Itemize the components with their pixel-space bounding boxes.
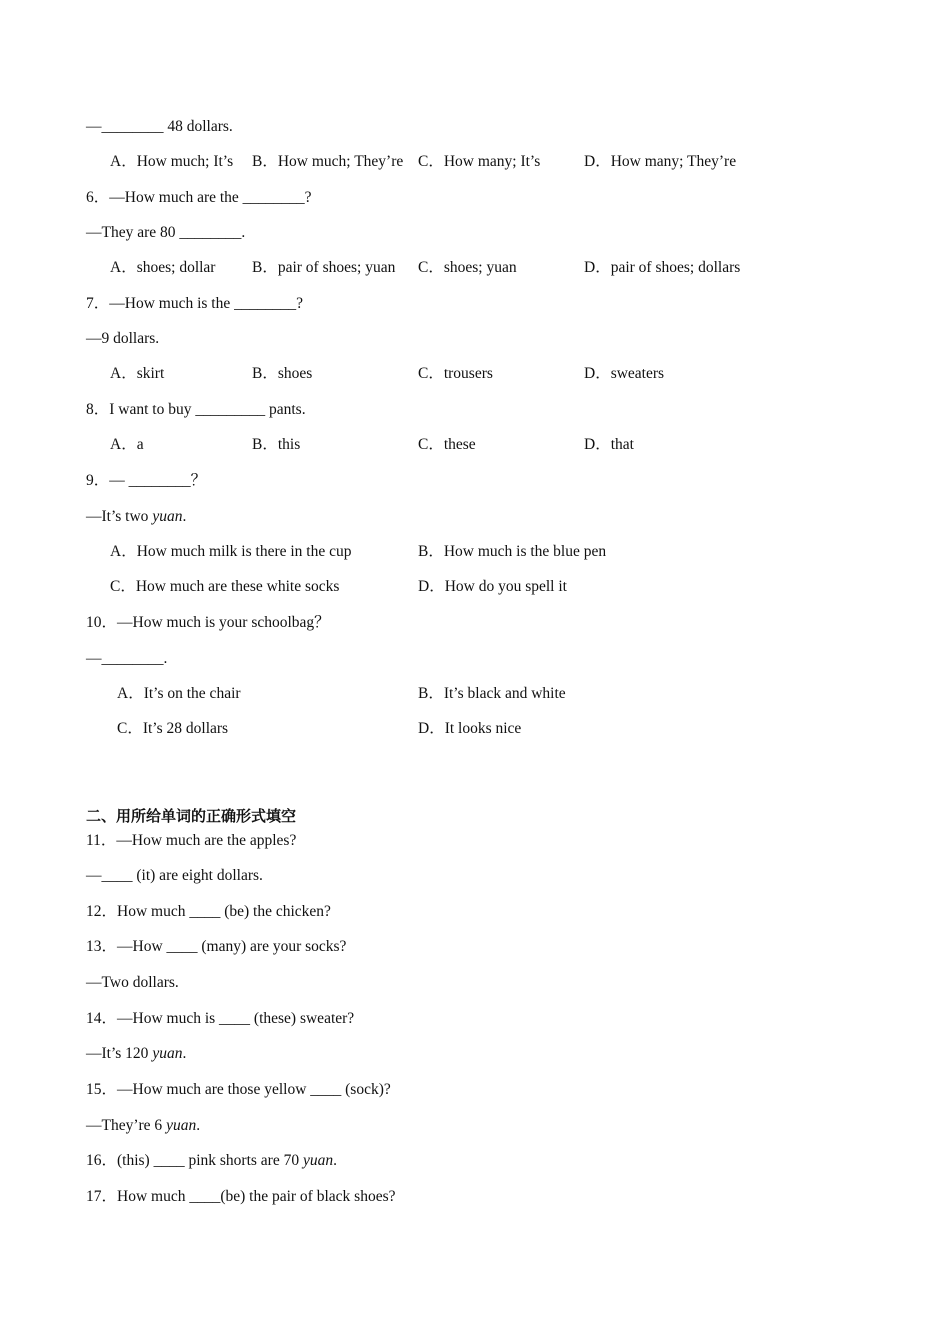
q7-option-b: B．shoes (252, 365, 313, 382)
q9-option-c: C．How much are these white socks (110, 578, 340, 595)
q11-question: 11．—How much are the apples? (86, 832, 297, 849)
q15-answer-italic: yuan (166, 1117, 197, 1134)
q7-option-c: C．trousers (418, 365, 493, 382)
q14-answer-italic: yuan (152, 1045, 183, 1062)
section-2-heading: 二、用所给单词的正确形式填空 (86, 807, 297, 825)
q7-question: 7．—How much is the ________? (86, 295, 303, 312)
q16-italic: yuan (302, 1152, 334, 1169)
q11-answer-line: —____ (it) are eight dollars. (86, 867, 263, 884)
q5-option-a: A．How much; It’s (110, 153, 234, 170)
q6-option-c: C．shoes; yuan (418, 259, 517, 276)
q8-option-b: B．this (252, 436, 301, 453)
q10-option-d: D．It looks nice (418, 720, 522, 737)
q5-answer-line: —________ 48 dollars. (86, 118, 233, 135)
q13-question: 13．—How ____ (many) are your socks? (86, 938, 347, 955)
q7-answer-line: —9 dollars. (86, 330, 160, 347)
q8-option-c: C．these (418, 436, 476, 453)
q16-prefix: 16．(this) ____ pink shorts are 70 (86, 1152, 303, 1169)
q16-suffix: . (333, 1152, 337, 1169)
q10-option-b: B．It’s black and white (418, 685, 566, 702)
q17-question: 17．How much ____(be) the pair of black shoes? (86, 1188, 396, 1205)
q14-question: 14．—How much is ____ (these) sweater? (86, 1010, 355, 1027)
q6-question: 6．—How much are the ________? (86, 189, 312, 206)
q16-question (86, 1151, 337, 1171)
q8-option-a: A．a (110, 436, 144, 453)
q9-answer-line (86, 507, 186, 527)
q9-option-a: A．How much milk is there in the cup (110, 543, 352, 560)
q6-answer-line: —They are 80 ________. (86, 224, 246, 241)
q13-answer-line: —Two dollars. (86, 974, 179, 991)
q9-question: 9．— ________？ (86, 472, 207, 489)
q15-answer-suffix: . (196, 1117, 201, 1134)
q5-option-c: C．How many; It’s (418, 153, 541, 170)
q14-answer-suffix: . (182, 1045, 187, 1062)
q9-answer-italic: yuan (152, 508, 183, 525)
q10-option-a: A．It’s on the chair (117, 685, 241, 702)
q6-option-a: A．shoes; dollar (110, 259, 216, 276)
q8-question: 8．I want to buy _________ pants. (86, 401, 306, 418)
q15-question: 15．—How much are those yellow ____ (sock)? (86, 1081, 391, 1098)
q12-question: 12．How much ____ (be) the chicken? (86, 903, 331, 920)
q7-option-a: A．skirt (110, 365, 165, 382)
q10-answer-line: —________. (86, 650, 168, 667)
q5-option-d: D．How many; They’re (584, 153, 737, 170)
q14-answer-line (86, 1044, 186, 1064)
q15-answer-prefix: —They’re 6 (86, 1117, 167, 1134)
q5-option-b: B．How much; They’re (252, 153, 404, 170)
q10-question: 10．—How much is your schoolbag？ (86, 614, 330, 631)
q6-option-d: D．pair of shoes; dollars (584, 259, 741, 276)
q9-answer-suffix: . (182, 508, 187, 525)
q9-option-d: D．How do you spell it (418, 578, 567, 595)
q6-option-b: B．pair of shoes; yuan (252, 259, 396, 276)
q14-answer-prefix: —It’s 120 (86, 1045, 153, 1062)
q9-option-b: B．How much is the blue pen (418, 543, 607, 560)
q15-answer-line (86, 1116, 200, 1136)
q10-option-c: C．It’s 28 dollars (117, 720, 229, 737)
q9-answer-prefix: —It’s two (86, 508, 153, 525)
q8-option-d: D．that (584, 436, 634, 453)
q7-option-d: D．sweaters (584, 365, 665, 382)
